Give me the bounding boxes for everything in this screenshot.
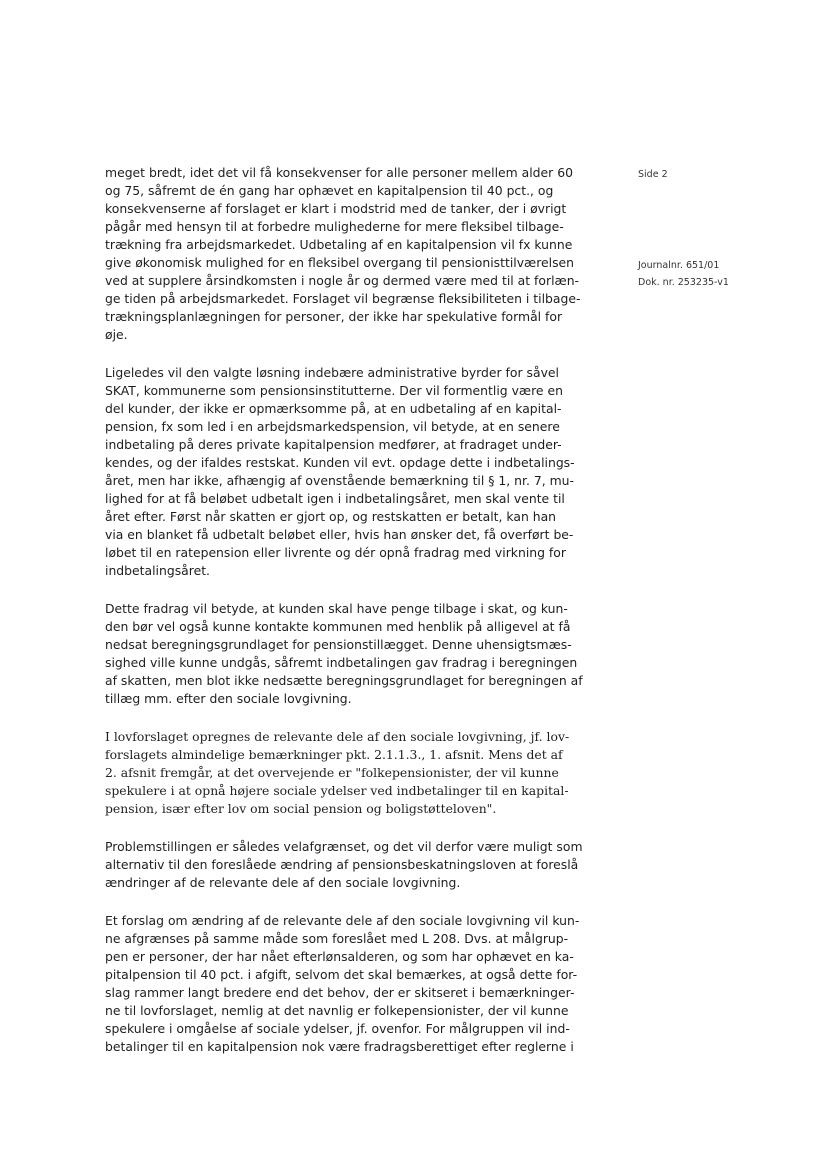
text-line: indbetaling på deres private kapitalpension medfører, at fradraget under- [105, 437, 562, 452]
text-line: pågår med hensyn til at forbedre mulighederne for mere fleksibel tilbage- [105, 219, 564, 234]
text-line: af skatten, men blot ikke nedsætte beregningsgrundlaget for beregningen af [105, 673, 583, 688]
paragraph [105, 164, 605, 344]
text-line: Problemstillingen er således velafgrænset, og det vil derfor være muligt som [105, 839, 583, 854]
text-line: konsekvenserne af forslaget er klart i modstrid med de tanker, der i øvrigt [105, 201, 567, 216]
text-line: forslagets almindelige bemærkninger pkt. 2.1.1.3., 1. afsnit. Mens det af [105, 747, 563, 762]
paragraph [105, 912, 605, 1056]
text-line: pension, især efter lov om social pension og boligstøtteloven". [105, 801, 497, 816]
text-line: øje. [105, 327, 128, 342]
text-line: indbetalingsåret. [105, 563, 210, 578]
text-line: pen er personer, der har nået efterlønsalderen, og som har ophævet en ka- [105, 949, 574, 964]
text-line: og 75, såfremt de én gang har ophævet en kapitalpension til 40 pct., og [105, 183, 554, 198]
text-line: ge tiden på arbejdsmarkedet. Forslaget vil begrænse fleksibiliteten i tilbage- [105, 291, 581, 306]
text-line: sighed ville kunne undgås, såfremt indbetalingen gav fradrag i beregningen [105, 655, 578, 670]
text-line: tillæg mm. efter den sociale lovgivning. [105, 691, 352, 706]
text-line: trækningsplanlægningen for personer, der ikke har spekulative formål for [105, 309, 563, 324]
text-line: ændringer af de relevante dele af den sociale lovgivning. [105, 875, 461, 890]
text-line: året, men har ikke, afhængig af ovenstående bemærkning til § 1, nr. 7, mu- [105, 473, 574, 488]
text-line: spekulere i at opnå højere sociale ydelser ved indbetalinger til en kapital- [105, 783, 569, 798]
text-line: trækning fra arbejdsmarkedet. Udbetaling af en kapitalpension vil fx kunne [105, 237, 573, 252]
text-line: pension, fx som led i en arbejdsmarkedspension, vil betyde, at en senere [105, 419, 560, 434]
text-line: nedsat beregningsgrundlaget for pensionstillægget. Denne uhensigtsmæs- [105, 637, 572, 652]
paragraph [105, 600, 605, 708]
text-line: del kunder, der ikke er opmærksomme på, at en udbetaling af en kapital- [105, 401, 562, 416]
text-line: slag rammer langt bredere end det behov, der er skitseret i bemærkninger- [105, 985, 575, 1000]
text-line: løbet til en ratepension eller livrente og dér opnå fradrag med virkning for [105, 545, 566, 560]
text-line: betalinger til en kapitalpension nok være fradragsberettiget efter reglerne i [105, 1039, 574, 1054]
text-line: Et forslag om ændring af de relevante dele af den sociale lovgivning vil kun- [105, 913, 580, 928]
paragraph [105, 364, 605, 580]
text-line: alternativ til den foreslåede ændring af pensionsbeskatningsloven at foreslå [105, 857, 579, 872]
text-line: ne til lovforslaget, nemlig at det navnlig er folkepensionister, der vil kunne [105, 1003, 569, 1018]
journal-number: Journalnr. 651/01 [638, 260, 720, 271]
page-number: Side 2 [638, 169, 668, 180]
paragraph [105, 838, 605, 892]
text-line: meget bredt, idet det vil få konsekvenser for alle personer mellem alder 60 [105, 165, 573, 180]
document-number: Dok. nr. 253235-v1 [638, 277, 729, 288]
text-line: via en blanket få udbetalt beløbet eller, hvis han ønsker det, få overført be- [105, 527, 574, 542]
text-line: give økonomisk mulighed for en fleksibel overgang til pensionisttilværelsen [105, 255, 575, 270]
text-line: 2. afsnit fremgår, at det overvejende er "folkepensionister, der vil kunne [105, 765, 559, 780]
document-reference-sidebar [638, 166, 808, 291]
text-line: den bør vel også kunne kontakte kommunen med henblik på alligevel at få [105, 619, 571, 634]
text-line: I lovforslaget opregnes de relevante dele af den sociale lovgivning, jf. lov- [105, 729, 570, 744]
text-line: lighed for at få beløbet udbetalt igen i indbetalingsåret, men skal vente til [105, 491, 565, 506]
text-line: kendes, og der ifaldes restskat. Kunden vil evt. opdage dette i indbetalings- [105, 455, 575, 470]
text-line: ne afgrænses på samme måde som foreslået med L 208. Dvs. at målgrup- [105, 931, 569, 946]
text-line: året efter. Først når skatten er gjort op, og restskatten er betalt, kan han [105, 509, 557, 524]
text-line: spekulere i omgåelse af sociale ydelser, jf. ovenfor. For målgruppen vil ind- [105, 1021, 570, 1036]
document-body [105, 164, 605, 1076]
text-line: Dette fradrag vil betyde, at kunden skal have penge tilbage i skat, og kun- [105, 601, 568, 616]
text-line: ved at supplere årsindkomsten i nogle år og dermed være med til at forlæn- [105, 273, 580, 288]
text-line: Ligeledes vil den valgte løsning indebære administrative byrder for såvel [105, 365, 559, 380]
paragraph [105, 728, 605, 818]
text-line: SKAT, kommunerne som pensionsinstitutterne. Der vil formentlig være en [105, 383, 563, 398]
text-line: pitalpension til 40 pct. i afgift, selvom det skal bemærkes, at også dette for- [105, 967, 578, 982]
